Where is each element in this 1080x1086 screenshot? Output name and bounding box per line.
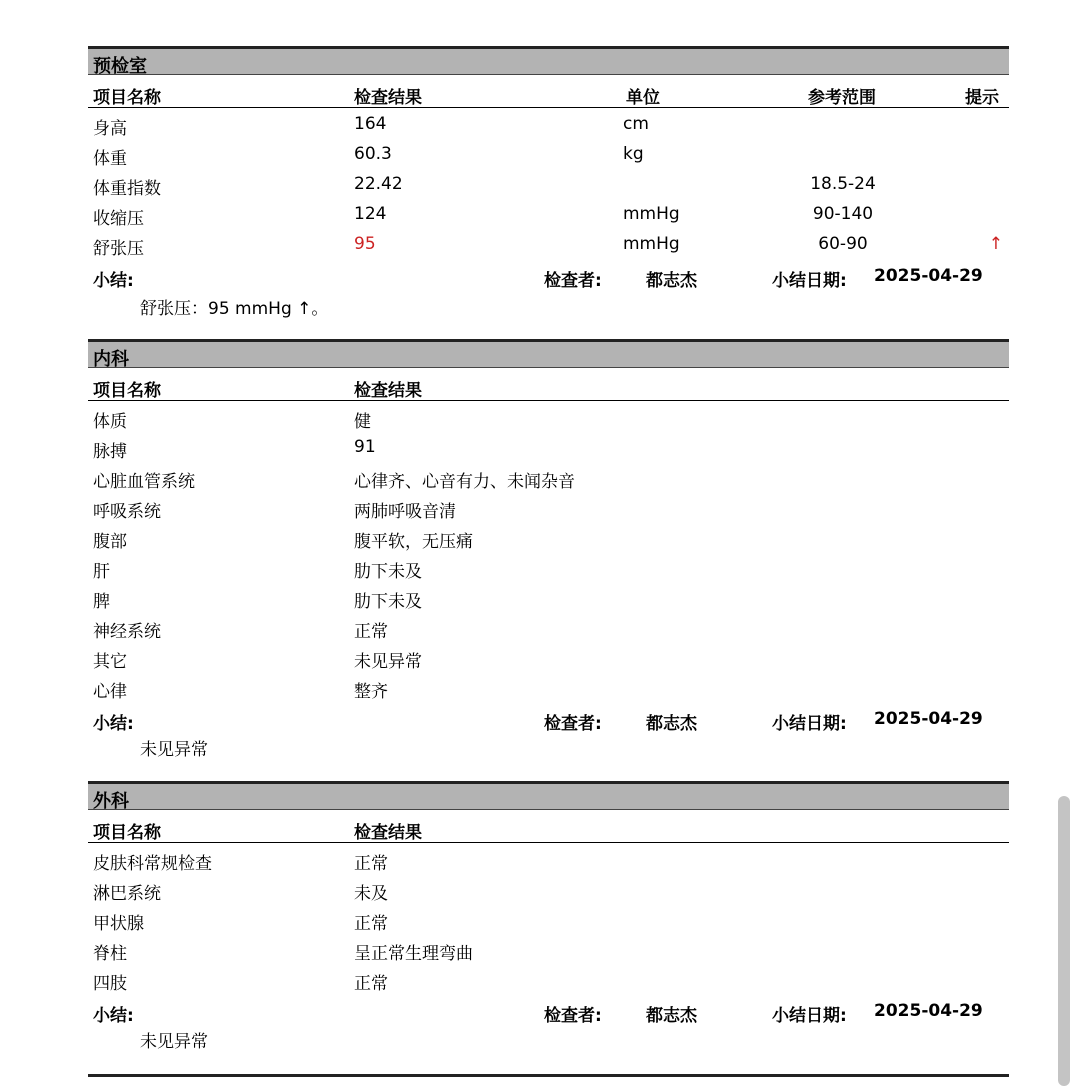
summary-date-label: 小结日期: bbox=[772, 271, 847, 291]
item-result: 正常 bbox=[354, 622, 388, 642]
item-name: 身高 bbox=[93, 119, 127, 139]
item-name: 肝 bbox=[93, 562, 110, 582]
item-result: 正常 bbox=[354, 974, 388, 994]
col-header-result: 检查结果 bbox=[354, 823, 422, 843]
item-name: 呼吸系统 bbox=[93, 502, 161, 522]
table-row bbox=[88, 673, 1009, 703]
section-title: 外科 bbox=[93, 791, 129, 812]
summary-text: 未见异常 bbox=[140, 740, 208, 760]
item-name: 脾 bbox=[93, 592, 110, 612]
item-name: 皮肤科常规检查 bbox=[93, 854, 212, 874]
item-name: 淋巴系统 bbox=[93, 884, 161, 904]
col-header-name: 项目名称 bbox=[93, 88, 161, 108]
item-ref: 18.5-24 bbox=[810, 174, 876, 194]
table-row-abnormal bbox=[88, 230, 1009, 260]
table-row bbox=[88, 463, 1009, 493]
item-result: 未及 bbox=[354, 884, 388, 904]
item-name: 腹部 bbox=[93, 532, 127, 552]
examiner-label: 检查者: bbox=[544, 271, 602, 291]
section-title-bar bbox=[88, 781, 1009, 810]
item-result: 60.3 bbox=[354, 144, 392, 164]
summary-text: 未见异常 bbox=[140, 1032, 208, 1052]
table-row bbox=[88, 845, 1009, 875]
section-pre-exam bbox=[88, 46, 1009, 319]
table-row bbox=[88, 110, 1009, 140]
col-header-flag: 提示 bbox=[965, 88, 999, 108]
item-name: 心律 bbox=[93, 682, 127, 702]
item-name: 体质 bbox=[93, 412, 127, 432]
item-name: 神经系统 bbox=[93, 622, 161, 642]
summary-date: 2025-04-29 bbox=[874, 1001, 983, 1021]
section-internal-medicine bbox=[88, 339, 1009, 759]
table-row bbox=[88, 523, 1009, 553]
section-surgery bbox=[88, 781, 1009, 1061]
examiner-name: 都志杰 bbox=[646, 271, 697, 291]
table-row bbox=[88, 643, 1009, 673]
examiner-name: 都志杰 bbox=[646, 714, 697, 734]
item-name: 四肢 bbox=[93, 974, 127, 994]
summary-date: 2025-04-29 bbox=[874, 709, 983, 729]
section-title: 预检室 bbox=[93, 56, 147, 77]
section-title: 内科 bbox=[93, 349, 129, 370]
col-header-ref: 参考范围 bbox=[808, 88, 876, 108]
table-row bbox=[88, 935, 1009, 965]
table-row bbox=[88, 875, 1009, 905]
table-row bbox=[88, 200, 1009, 230]
item-name: 体重指数 bbox=[93, 179, 161, 199]
table-row bbox=[88, 905, 1009, 935]
item-result: 腹平软，无压痛 bbox=[354, 532, 473, 552]
table-row bbox=[88, 493, 1009, 523]
item-result: 肋下未及 bbox=[354, 562, 422, 582]
item-ref: 60-90 bbox=[818, 234, 868, 254]
summary-line bbox=[88, 997, 1009, 1027]
item-unit: cm bbox=[623, 114, 649, 134]
examiner-label: 检查者: bbox=[544, 1006, 602, 1026]
table-row bbox=[88, 965, 1009, 995]
table-row bbox=[88, 170, 1009, 200]
item-unit: mmHg bbox=[623, 234, 680, 254]
item-name: 心脏血管系统 bbox=[93, 472, 195, 492]
col-header-name: 项目名称 bbox=[93, 823, 161, 843]
col-header-result: 检查结果 bbox=[354, 88, 422, 108]
table-row bbox=[88, 553, 1009, 583]
item-result: 呈正常生理弯曲 bbox=[354, 944, 473, 964]
item-result: 正常 bbox=[354, 914, 388, 934]
table-row bbox=[88, 583, 1009, 613]
item-name: 其它 bbox=[93, 652, 127, 672]
item-name: 甲状腺 bbox=[93, 914, 144, 934]
summary-label: 小结: bbox=[93, 714, 134, 734]
table-row bbox=[88, 433, 1009, 463]
up-arrow-icon: ↑ bbox=[988, 234, 1003, 254]
table-header bbox=[88, 78, 1009, 108]
section-title-bar bbox=[88, 46, 1009, 75]
col-header-unit: 单位 bbox=[626, 88, 660, 108]
item-result: 两肺呼吸音清 bbox=[354, 502, 456, 522]
item-result: 124 bbox=[354, 204, 387, 224]
table-header bbox=[88, 813, 1009, 843]
summary-date: 2025-04-29 bbox=[874, 266, 983, 286]
item-result: 整齐 bbox=[354, 682, 388, 702]
item-result: 肋下未及 bbox=[354, 592, 422, 612]
next-section-top-border bbox=[88, 1074, 1009, 1077]
item-unit: mmHg bbox=[623, 204, 680, 224]
item-name: 舒张压 bbox=[93, 239, 144, 259]
table-row bbox=[88, 403, 1009, 433]
item-ref: 90-140 bbox=[812, 204, 874, 224]
item-result: 未见异常 bbox=[354, 652, 422, 672]
item-name: 脉搏 bbox=[93, 442, 127, 462]
summary-date-label: 小结日期: bbox=[772, 714, 847, 734]
section-title-bar bbox=[88, 339, 1009, 368]
item-name: 收缩压 bbox=[93, 209, 144, 229]
summary-line bbox=[88, 262, 1009, 292]
item-result: 心律齐、心音有力、未闻杂音 bbox=[354, 472, 575, 492]
table-row bbox=[88, 140, 1009, 170]
item-unit: kg bbox=[623, 144, 644, 164]
examiner-label: 检查者: bbox=[544, 714, 602, 734]
item-result: 健 bbox=[354, 412, 371, 432]
vertical-scrollbar[interactable] bbox=[1058, 796, 1070, 1086]
item-result: 164 bbox=[354, 114, 387, 134]
item-result: 22.42 bbox=[354, 174, 403, 194]
item-name: 脊柱 bbox=[93, 944, 127, 964]
item-name: 体重 bbox=[93, 149, 127, 169]
summary-text: 舒张压：95 mmHg ↑。 bbox=[140, 299, 329, 319]
col-header-name: 项目名称 bbox=[93, 381, 161, 401]
item-result-abnormal: 95 bbox=[354, 234, 376, 254]
item-result: 正常 bbox=[354, 854, 388, 874]
table-header bbox=[88, 371, 1009, 401]
summary-line bbox=[88, 705, 1009, 735]
col-header-result: 检查结果 bbox=[354, 381, 422, 401]
summary-label: 小结: bbox=[93, 271, 134, 291]
table-row bbox=[88, 613, 1009, 643]
summary-date-label: 小结日期: bbox=[772, 1006, 847, 1026]
summary-label: 小结: bbox=[93, 1006, 134, 1026]
item-result: 91 bbox=[354, 437, 376, 457]
examiner-name: 都志杰 bbox=[646, 1006, 697, 1026]
